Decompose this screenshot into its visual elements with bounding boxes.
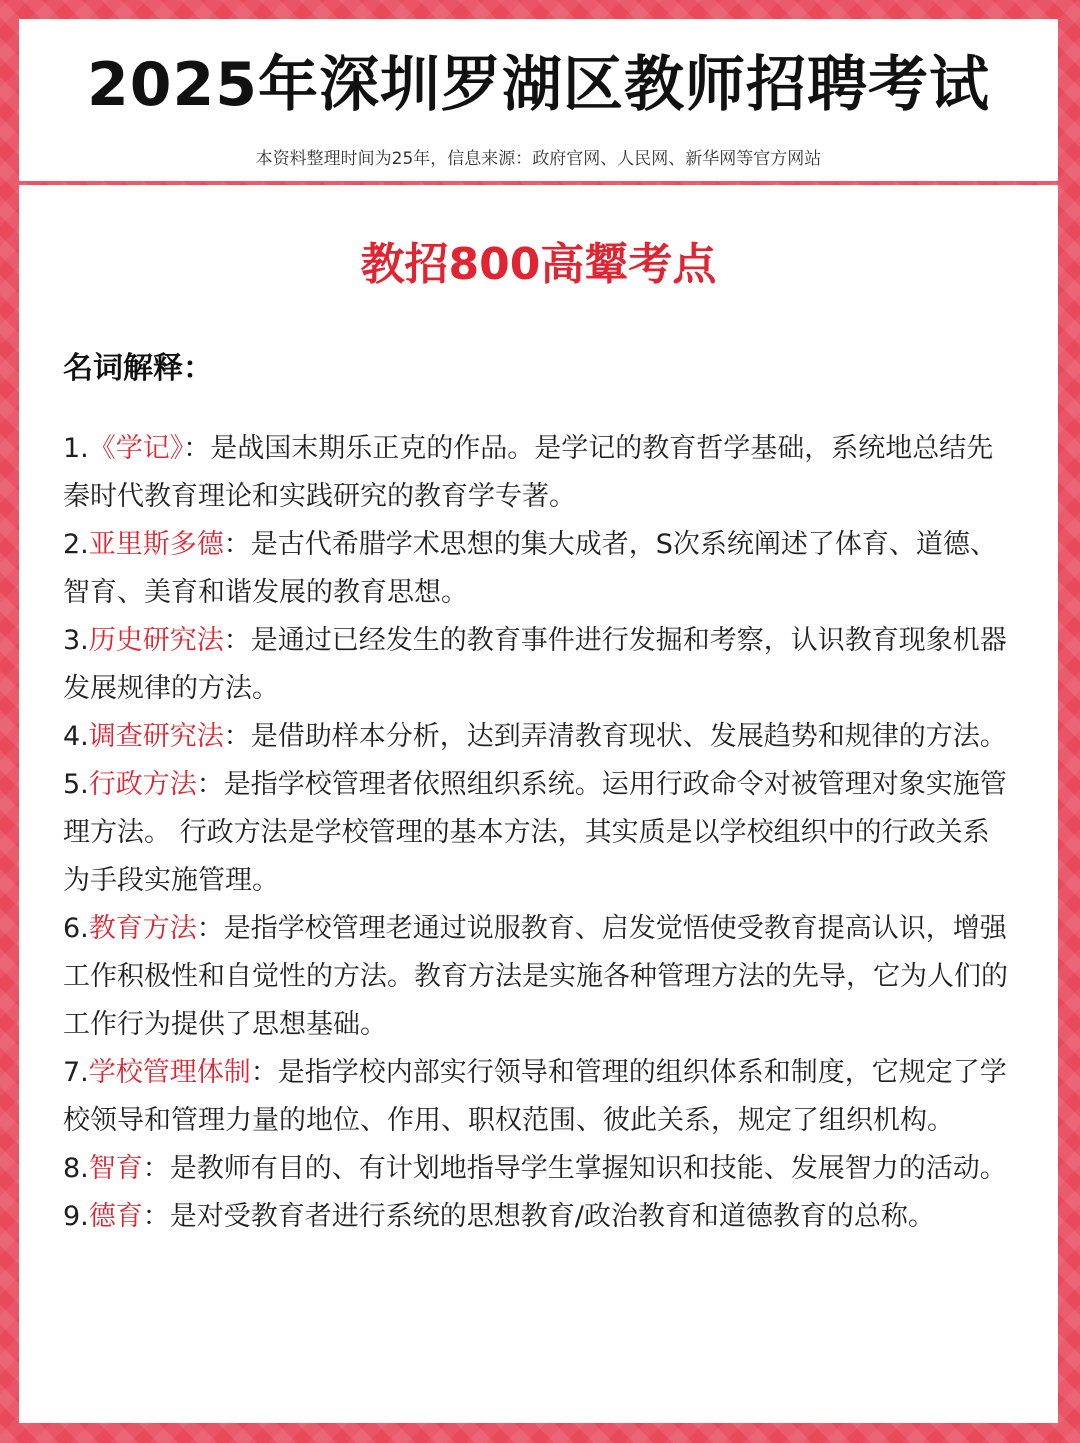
term-number: 3.: [63, 625, 89, 656]
term-number: 1.: [63, 433, 89, 464]
term-separator: ：: [142, 1153, 170, 1184]
term-number: 7.: [63, 1057, 89, 1088]
term-definition: 是教师有目的、有计划地指导学生掌握知识和技能、发展智力的活动。: [169, 1153, 1007, 1184]
term-name: 智育: [88, 1153, 143, 1184]
term-number: 6.: [63, 913, 89, 944]
term-number: 5.: [63, 769, 89, 800]
term-name: 《学记》: [88, 433, 184, 464]
term-separator: ：: [142, 1201, 170, 1232]
term-definition: 是通过已经发生的教育事件进行发掘和考察，认识教育现象机器发展规律的方法。: [63, 625, 1007, 704]
term-entry-9: [63, 1193, 1014, 1241]
term-definition: 是对受教育者进行系统的思想教育/政治教育和道德教育的总称。: [169, 1201, 935, 1232]
term-entry-7: [63, 1049, 1014, 1145]
term-entry-8: [63, 1145, 1014, 1193]
term-definition: 是指学校内部实行领导和管理的组织体系和制度，它规定了学校领导和管理力量的地位、作用、职权范围、彼此关系，规定了组织机构。: [63, 1057, 1007, 1136]
term-name: 历史研究法: [88, 625, 224, 656]
term-definition: 是古代希腊学术思想的集大成者，S次系统阐述了体育、道德、智育、美育和谐发展的教育思想。: [63, 529, 997, 608]
term-separator: ：: [196, 913, 224, 944]
term-separator: ：: [250, 1057, 278, 1088]
term-number: 8.: [63, 1153, 89, 1184]
source-note: 本资料整理时间为25年，信息来源：政府官网、人民网、新华网等官方网站: [255, 149, 822, 169]
term-name: 行政方法: [88, 769, 197, 800]
term-definition: 是战国末期乐正克的作品。是学记的教育哲学基础，系统地总结先秦时代教育理论和实践研究的教育学专著。: [63, 433, 994, 512]
content-card: [19, 185, 1058, 1423]
terms-list: [63, 425, 1014, 1241]
term-name: 亚里斯多德: [88, 529, 224, 560]
term-definition: 是指学校管理老通过说服教育、启发觉悟使受教育提高认识，增强工作积极性和自觉性的方法。教育方法是实施各种管理方法的先导，它为人们的工作行为提供了思想基础。: [63, 913, 1008, 1040]
term-number: 4.: [63, 721, 89, 752]
header-card: [19, 19, 1058, 181]
term-separator: ：: [223, 721, 251, 752]
content-heading: 教招800高颦考点: [360, 239, 717, 290]
term-separator: ：: [223, 529, 251, 560]
term-number: 2.: [63, 529, 89, 560]
term-name: 学校管理体制: [88, 1057, 251, 1088]
term-definition: 是借助样本分析，达到弄清教育现状、发展趋势和规律的方法。: [250, 721, 1007, 752]
term-name: 调查研究法: [88, 721, 224, 752]
term-entry-6: [63, 905, 1014, 1049]
term-number: 9.: [63, 1201, 89, 1232]
term-entry-1: [63, 425, 1014, 521]
term-entry-2: [63, 521, 1014, 617]
section-label: 名词解释：: [63, 351, 213, 386]
term-name: 德育: [88, 1201, 143, 1232]
term-definition: 是指学校管理者依照组织系统。运用行政命令对被管理对象实施管理方法。 行政方法是学校管理的基本方法，其实质是以学校组织中的行政关系为手段实施管理。: [63, 769, 1007, 896]
term-separator: ：: [223, 625, 251, 656]
page-title: 2025年深圳罗湖区教师招聘考试: [87, 50, 990, 120]
term-entry-5: [63, 761, 1014, 905]
term-entry-4: [63, 713, 1014, 761]
term-name: 教育方法: [88, 913, 197, 944]
term-separator: ：: [196, 769, 224, 800]
term-separator: ：: [183, 433, 211, 464]
term-entry-3: [63, 617, 1014, 713]
